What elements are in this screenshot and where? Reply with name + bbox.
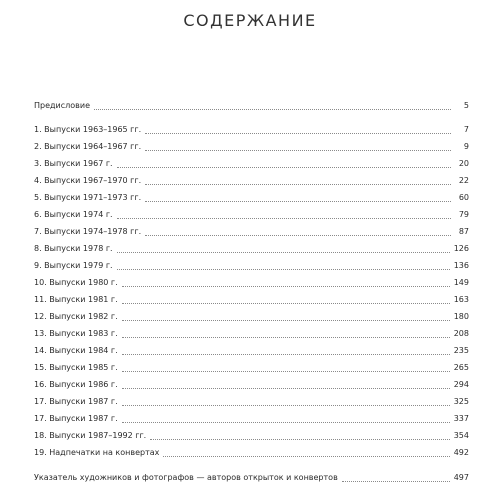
toc-row <box>34 327 469 341</box>
toc-page-number: 265 <box>453 363 469 372</box>
toc-row <box>34 225 469 239</box>
dot-leader <box>342 481 450 482</box>
toc-row <box>34 242 469 256</box>
toc-row <box>34 208 469 222</box>
toc-page-number: 337 <box>453 414 469 423</box>
toc-row <box>34 293 469 307</box>
toc-row-preface <box>34 99 469 113</box>
toc-label: 15. Выпуски 1985 г. <box>34 363 118 372</box>
toc-label: 17. Выпуски 1987 г. <box>34 414 118 423</box>
toc-label: 4. Выпуски 1967–1970 гг. <box>34 176 142 185</box>
toc-row <box>34 378 469 392</box>
dot-leader <box>122 286 450 287</box>
toc-page-number: 492 <box>453 448 469 457</box>
toc-row <box>34 123 469 137</box>
toc-row <box>34 259 469 273</box>
toc-page-number: 22 <box>458 176 469 185</box>
toc-row <box>34 191 469 205</box>
toc-row <box>34 412 469 426</box>
toc-label: 16. Выпуски 1986 г. <box>34 380 118 389</box>
toc-label: 17. Выпуски 1987 г. <box>34 397 118 406</box>
toc-row-index <box>34 471 469 485</box>
toc-page-number: 7 <box>463 125 469 134</box>
toc-label: 6. Выпуски 1974 г. <box>34 210 113 219</box>
toc-label: 3. Выпуски 1967 г. <box>34 159 113 168</box>
dot-leader <box>117 269 450 270</box>
toc-label: Указатель художников и фотографов — авторов открыток и конвертов <box>34 473 338 482</box>
dot-leader <box>163 456 449 457</box>
toc-label: 11. Выпуски 1981 г. <box>34 295 118 304</box>
dot-leader <box>145 133 451 134</box>
toc-label: Предисловие <box>34 101 90 110</box>
toc-row <box>34 310 469 324</box>
dot-leader <box>94 109 451 110</box>
toc-label: 2. Выпуски 1964–1967 гг. <box>34 142 142 151</box>
toc-page-number: 163 <box>453 295 469 304</box>
dot-leader <box>122 337 450 338</box>
dot-leader <box>122 388 450 389</box>
toc-page-number: 87 <box>458 227 469 236</box>
toc-page-number: 235 <box>453 346 469 355</box>
toc-page-number: 9 <box>463 142 469 151</box>
toc-label: 8. Выпуски 1978 г. <box>34 244 113 253</box>
dot-leader <box>117 252 450 253</box>
toc-row <box>34 157 469 171</box>
toc-page-number: 136 <box>453 261 469 270</box>
toc-page-number: 20 <box>458 159 469 168</box>
toc-row <box>34 429 469 443</box>
dot-leader <box>145 235 451 236</box>
dot-leader <box>122 303 450 304</box>
toc-label: 14. Выпуски 1984 г. <box>34 346 118 355</box>
dot-leader <box>122 320 450 321</box>
dot-leader <box>122 405 450 406</box>
toc-label: 18. Выпуски 1987–1992 гг. <box>34 431 147 440</box>
toc-label: 7. Выпуски 1974–1978 гг. <box>34 227 142 236</box>
toc-page-number: 294 <box>453 380 469 389</box>
dot-leader <box>122 354 450 355</box>
toc-page-number: 354 <box>453 431 469 440</box>
toc-label: 19. Надпечатки на конвертах <box>34 448 160 457</box>
dot-leader <box>150 439 450 440</box>
toc-row <box>34 276 469 290</box>
toc-row <box>34 140 469 154</box>
toc-page-number: 497 <box>453 473 469 482</box>
toc-page-number: 149 <box>453 278 469 287</box>
page-title: СОДЕРЖАНИЕ <box>183 11 317 30</box>
dot-leader <box>122 422 450 423</box>
toc-label: 5. Выпуски 1971–1973 гг. <box>34 193 142 202</box>
toc-page-number: 5 <box>463 101 469 110</box>
toc-row <box>34 344 469 358</box>
toc-page-number: 208 <box>453 329 469 338</box>
toc-page-number: 325 <box>453 397 469 406</box>
toc-row <box>34 395 469 409</box>
dot-leader <box>145 150 451 151</box>
toc-label: 10. Выпуски 1980 г. <box>34 278 118 287</box>
toc-row <box>34 446 469 460</box>
toc-row <box>34 361 469 375</box>
dot-leader <box>145 201 451 202</box>
toc-page-number: 60 <box>458 193 469 202</box>
toc-label: 13. Выпуски 1983 г. <box>34 329 118 338</box>
toc-page-number: 180 <box>453 312 469 321</box>
dot-leader <box>117 218 451 219</box>
toc-label: 12. Выпуски 1982 г. <box>34 312 118 321</box>
toc-label: 9. Выпуски 1979 г. <box>34 261 113 270</box>
toc-row <box>34 174 469 188</box>
dot-leader <box>122 371 450 372</box>
dot-leader <box>145 184 451 185</box>
toc-label: 1. Выпуски 1963–1965 гг. <box>34 125 142 134</box>
toc-page-number: 126 <box>453 244 469 253</box>
toc-page-number: 79 <box>458 210 469 219</box>
dot-leader <box>117 167 451 168</box>
